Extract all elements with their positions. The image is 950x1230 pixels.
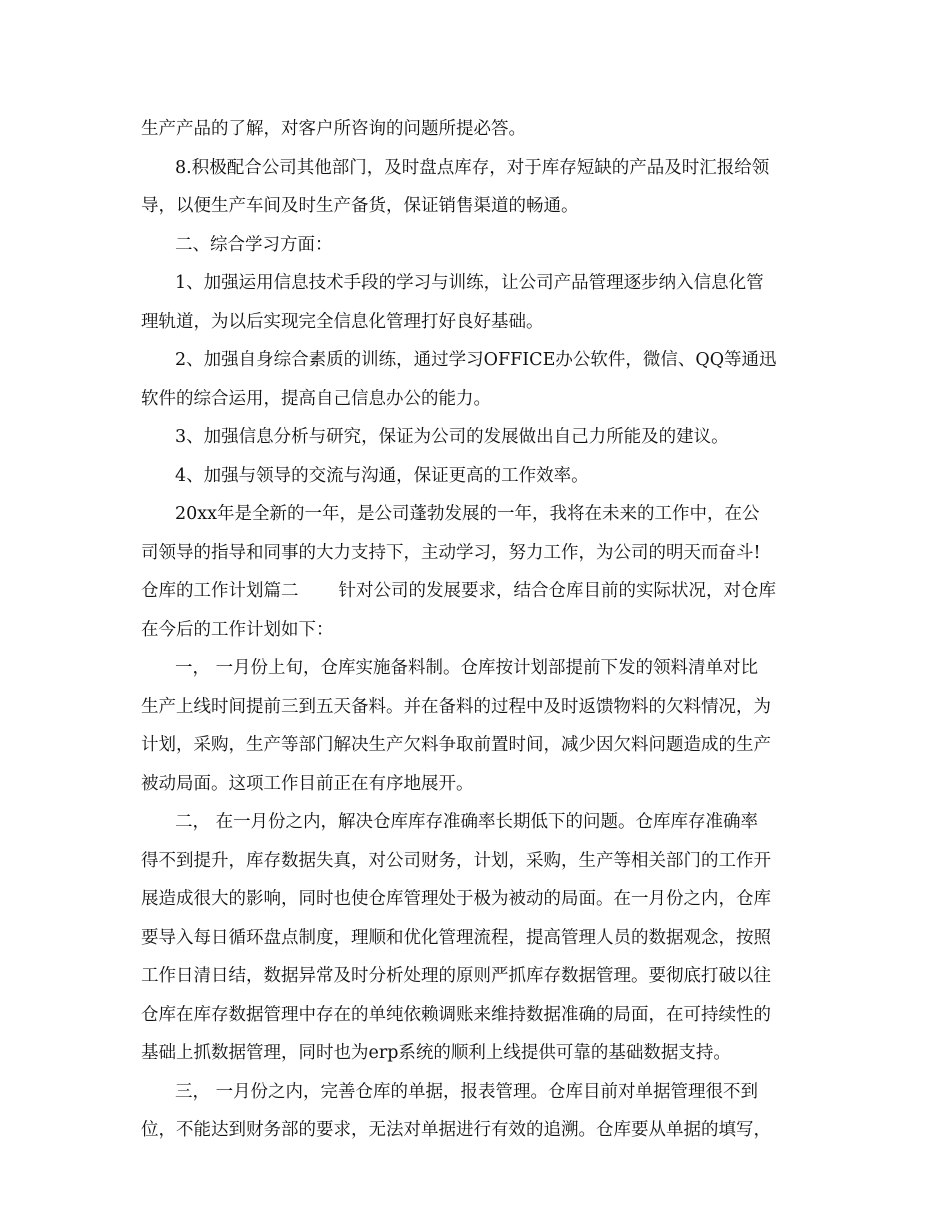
text-line: 理轨道，为以后实现完全信息化管理打好良好基础。 — [141, 311, 544, 332]
text-line: 软件的综合运用，提高自己信息办公的能力。 — [141, 388, 491, 409]
text-line: 2、加强自身综合素质的训练，通过学习OFFICE办公软件，微信、QQ等通迅 — [175, 350, 777, 370]
text-line: 展造成很大的影响，同时也使仓库管理处于极为被动的局面。在一月份之内，仓库 — [141, 889, 771, 909]
text-line: 1、加强运用信息技术手段的学习与训练，让公司产品管理逐步纳入信息化管 — [175, 273, 764, 293]
text-line — [141, 572, 811, 611]
text-line: 4、加强与领导的交流与沟通，保证更高的工作效率。 — [175, 465, 589, 486]
text-line: 仓库在库存数据管理中存在的单纯依赖调账来维持数据准确的局面，在可持续性的 — [141, 1004, 771, 1025]
text-line: 导，以便生产车间及时生产备货，保证销售渠道的畅通。 — [141, 196, 579, 216]
text-line: 得不到提升，库存数据失真，对公司财务，计划，采购，生产等相关部门的工作开 — [141, 850, 771, 871]
section-heading: 二、综合学习方面： — [175, 234, 333, 255]
text-line: 被动局面。这项工作目前正在有序地展开。 — [141, 773, 474, 794]
text-line: 3、加强信息分析与研究，保证为公司的发展做出自己力所能及的建议。 — [175, 427, 729, 447]
text-line: 要导入每日循环盘点制度，理顺和优化管理流程，提高管理人员的数据观念，按照 — [141, 927, 771, 948]
text-line: 20xx年是全新的一年，是公司蓬勃发展的一年，我将在未来的工作中，在公 — [175, 504, 760, 524]
text-line: 计划，采购，生产等部门解决生产欠料争取前置时间，减少因欠料问题造成的生产 — [141, 735, 771, 755]
text-line: 8.积极配合公司其他部门，及时盘点库存，对于库存短缺的产品及时汇报给领 — [175, 157, 770, 178]
document-body — [141, 110, 811, 1150]
text-line: 一， 一月份上旬，仓库实施备料制。仓库按计划部提前下发的领料清单对比 — [175, 658, 759, 678]
section-title: 仓库的工作计划篇二 — [141, 581, 299, 601]
text-line: 生产产品的了解，对客户所咨询的问题所提必答。 — [141, 119, 526, 139]
text-line: 基础上抓数据管理，同时也为erp系统的顺利上线提供可靠的基础数据支持。 — [141, 1043, 731, 1063]
text-segment: 针对公司的发展要求，结合仓库目前的实际状况，对仓库 — [338, 581, 776, 601]
text-line: 工作日清日结，数据异常及时分析处理的原则严抓库存数据管理。要彻底打破以往 — [141, 966, 771, 986]
text-line: 生产上线时间提前三到五天备料。并在备料的过程中及时返馈物料的欠料情况，为 — [141, 696, 771, 717]
text-line: 司领导的指导和同事的大力支持下，主动学习，努力工作，为公司的明天而奋斗! — [141, 542, 761, 563]
text-line: 二， 在一月份之内，解决仓库库存准确率长期低下的问题。仓库库存准确率 — [175, 812, 759, 832]
text-line: 三， 一月份之内，完善仓库的单据，报表管理。仓库目前对单据管理很不到 — [175, 1081, 759, 1102]
text-line: 在今后的工作计划如下： — [141, 619, 334, 640]
text-line: 位，不能达到财务部的要求，无法对单据进行有效的追溯。仓库要从单据的填写， — [141, 1120, 771, 1140]
